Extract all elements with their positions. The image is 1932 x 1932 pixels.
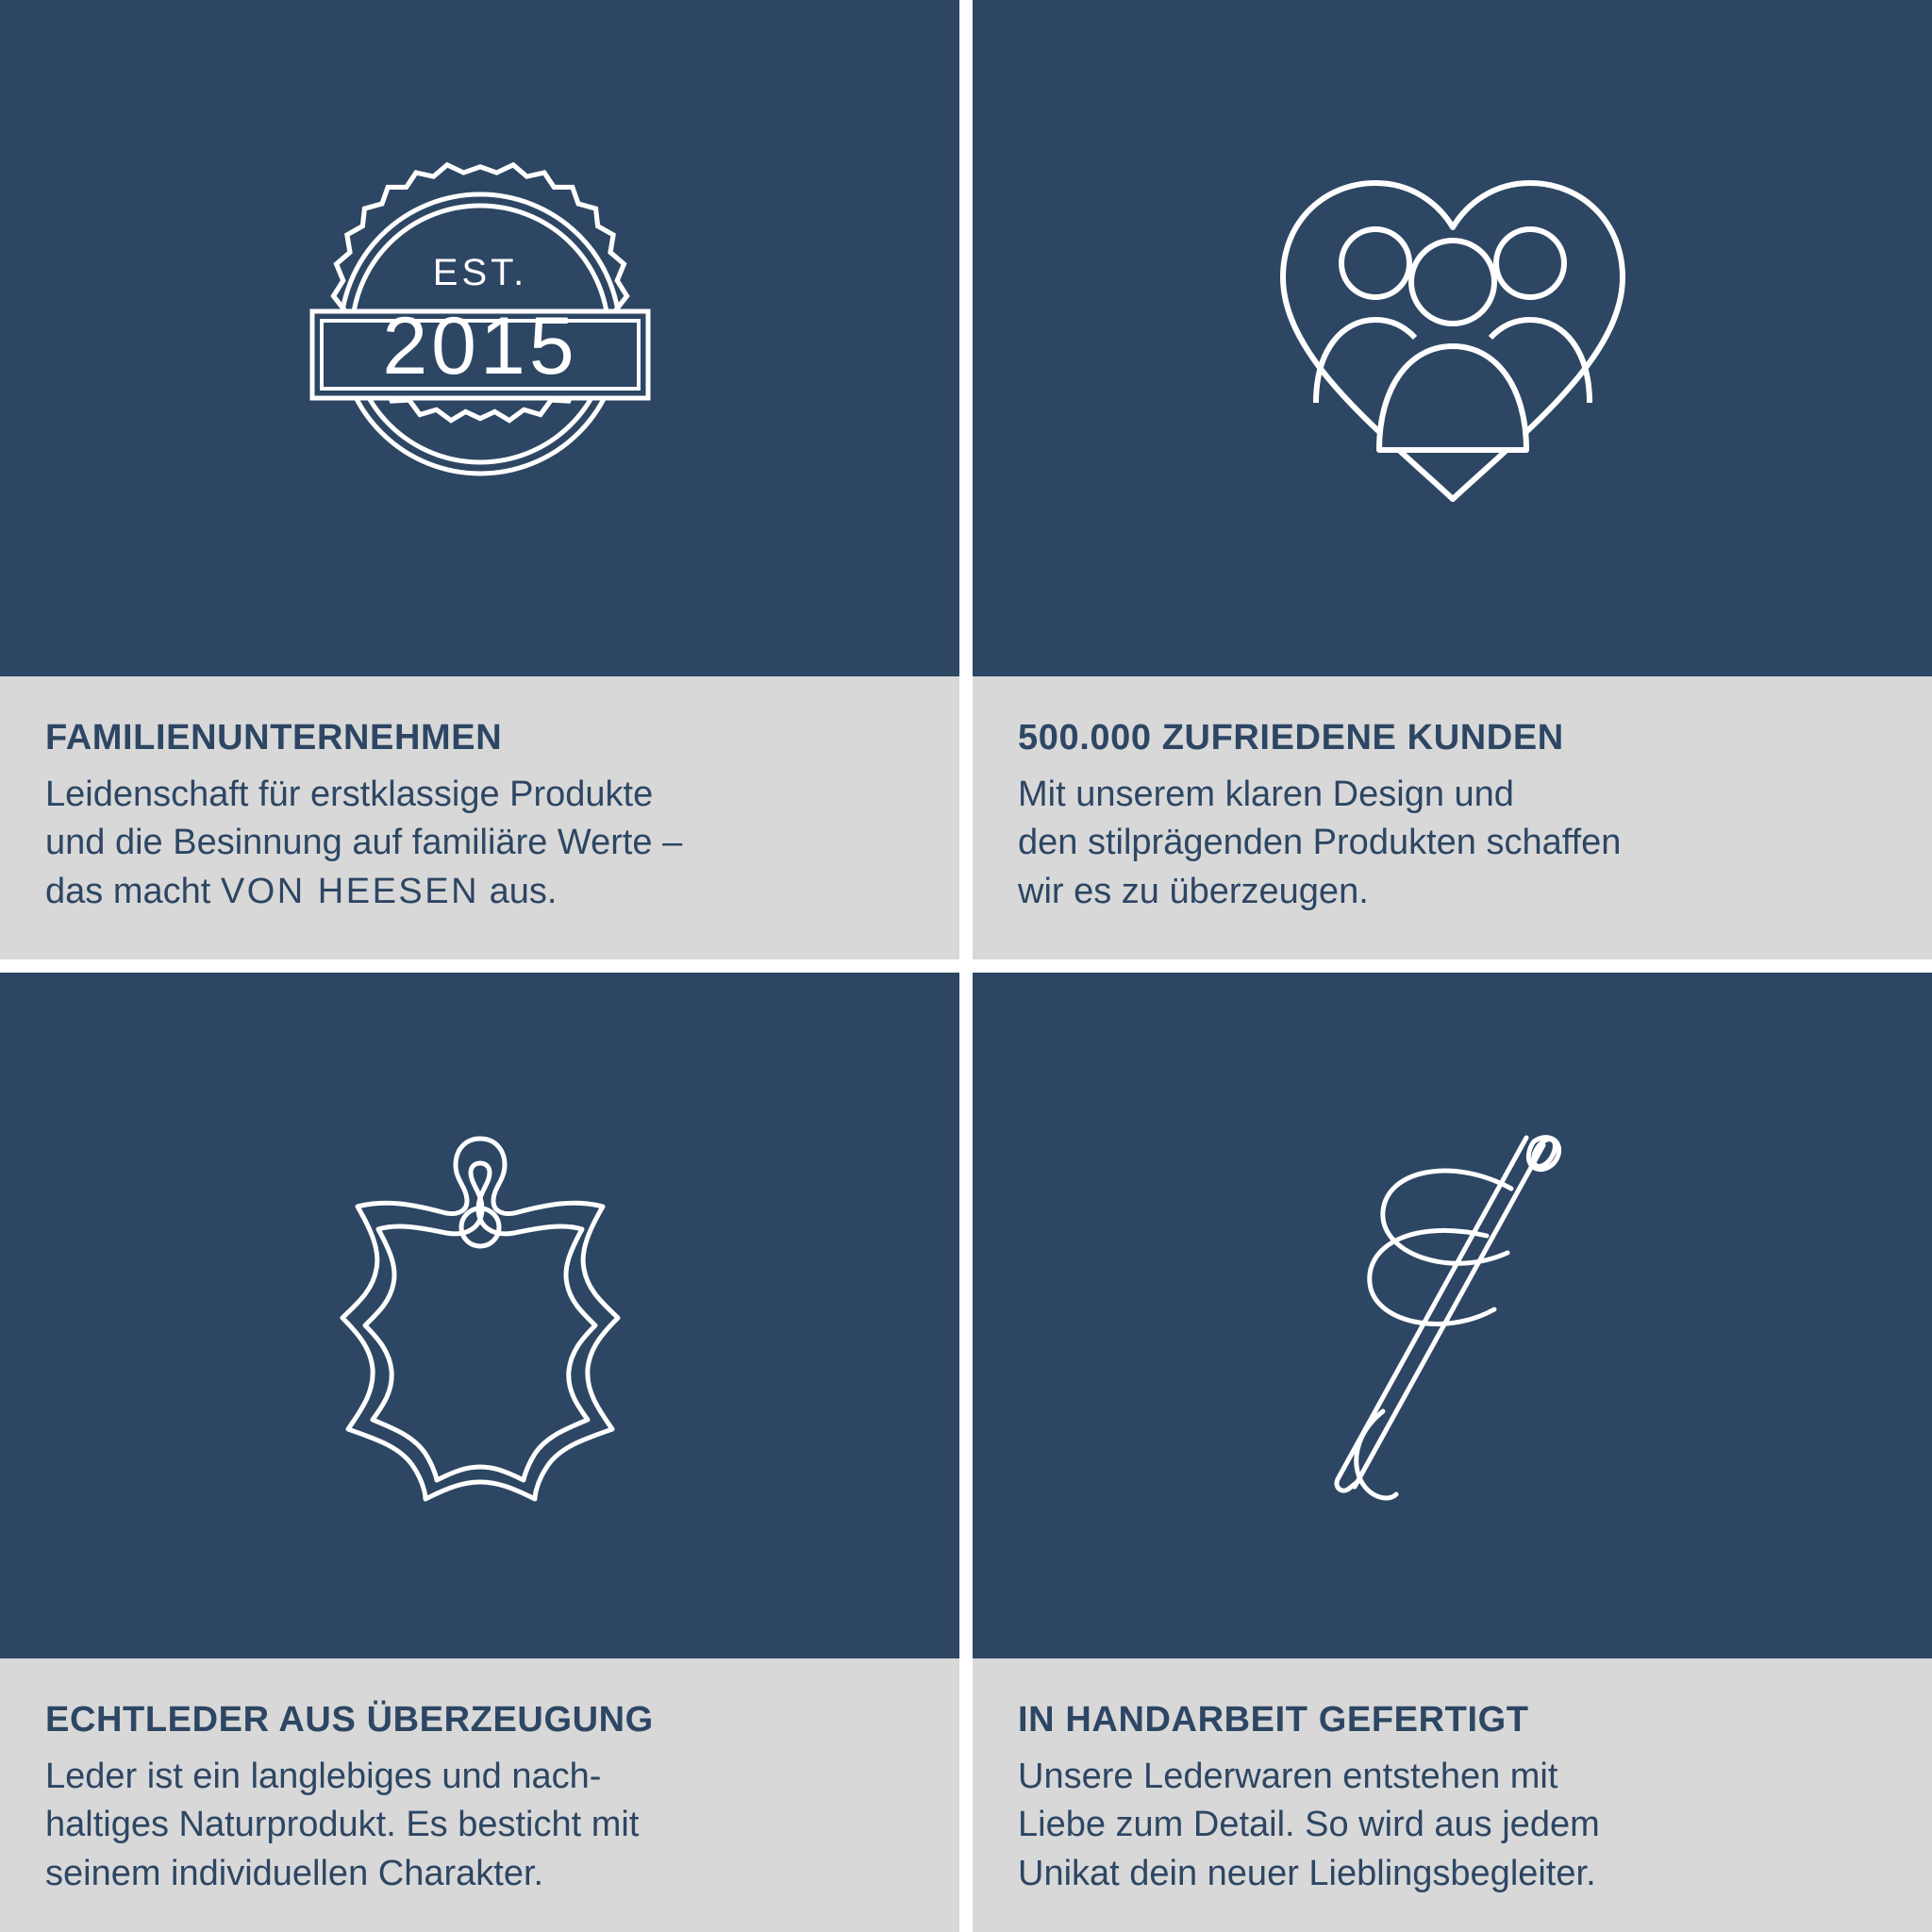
card-body-line-3: wir es zu überzeugen. xyxy=(1018,872,1369,912)
icon-area-needle-thread xyxy=(973,973,1932,1658)
brand-name: VON HEESEN xyxy=(220,872,480,912)
card-title: ECHTLEDER AUS ÜBERZEUGUNG xyxy=(45,1700,654,1740)
text-area-handarbeit xyxy=(973,1658,1932,1932)
card-body xyxy=(45,771,914,917)
heart-with-people-icon xyxy=(1250,150,1656,527)
est-year: 2015 xyxy=(381,300,578,391)
card-body-line-3-pre: das macht xyxy=(45,872,221,912)
card-body-line-1: Unsere Lederwaren entstehen mit xyxy=(1018,1756,1558,1796)
card-title: FAMILIENUNTERNEHMEN xyxy=(45,718,503,758)
card-body-line-3: seinem individuellen Charakter. xyxy=(45,1854,544,1894)
card-title: IN HANDARBEIT GEFERTIGT xyxy=(1018,1700,1529,1740)
card-body xyxy=(1018,771,1887,917)
feature-card-echtleder xyxy=(0,973,959,1932)
text-area-familienunternehmen xyxy=(0,676,959,959)
card-body-line-1: Leder ist ein langlebiges und nach- xyxy=(45,1756,602,1796)
icon-area-leather-hide xyxy=(0,973,959,1658)
card-body-line-1: Leidenschaft für erstklassige Produkte xyxy=(45,774,654,814)
feature-card-handarbeit xyxy=(973,973,1932,1932)
needle-and-thread-icon xyxy=(1264,1113,1641,1519)
est-label: EST. xyxy=(432,251,527,293)
card-body-line-2: den stilprägenden Produkten schaffen xyxy=(1018,823,1622,863)
card-title: 500.000 ZUFRIEDENE KUNDEN xyxy=(1018,718,1564,758)
leather-hide-icon xyxy=(291,1118,669,1514)
card-body-line-2: haltiges Naturprodukt. Es besticht mit xyxy=(45,1805,640,1845)
card-body-line-3-post: aus. xyxy=(479,872,558,912)
card-body-line-3: Unikat dein neuer Lieblingsbegleiter. xyxy=(1018,1854,1596,1894)
icon-area-est-2015 xyxy=(0,0,959,676)
card-body-line-1: Mit unserem klaren Design und xyxy=(1018,774,1514,814)
text-area-echtleder xyxy=(0,1658,959,1932)
text-area-zufriedene-kunden xyxy=(973,676,1932,959)
feature-card-familienunternehmen xyxy=(0,0,959,959)
card-body-line-2: Liebe zum Detail. So wird aus jedem xyxy=(1018,1805,1600,1845)
icon-area-heart-people xyxy=(973,0,1932,676)
feature-card-zufriedene-kunden xyxy=(973,0,1932,959)
est-2015-badge-icon xyxy=(282,141,678,537)
card-body xyxy=(1018,1753,1887,1899)
card-body xyxy=(45,1753,914,1899)
card-body-line-2: und die Besinnung auf familiäre Werte – xyxy=(45,823,683,863)
